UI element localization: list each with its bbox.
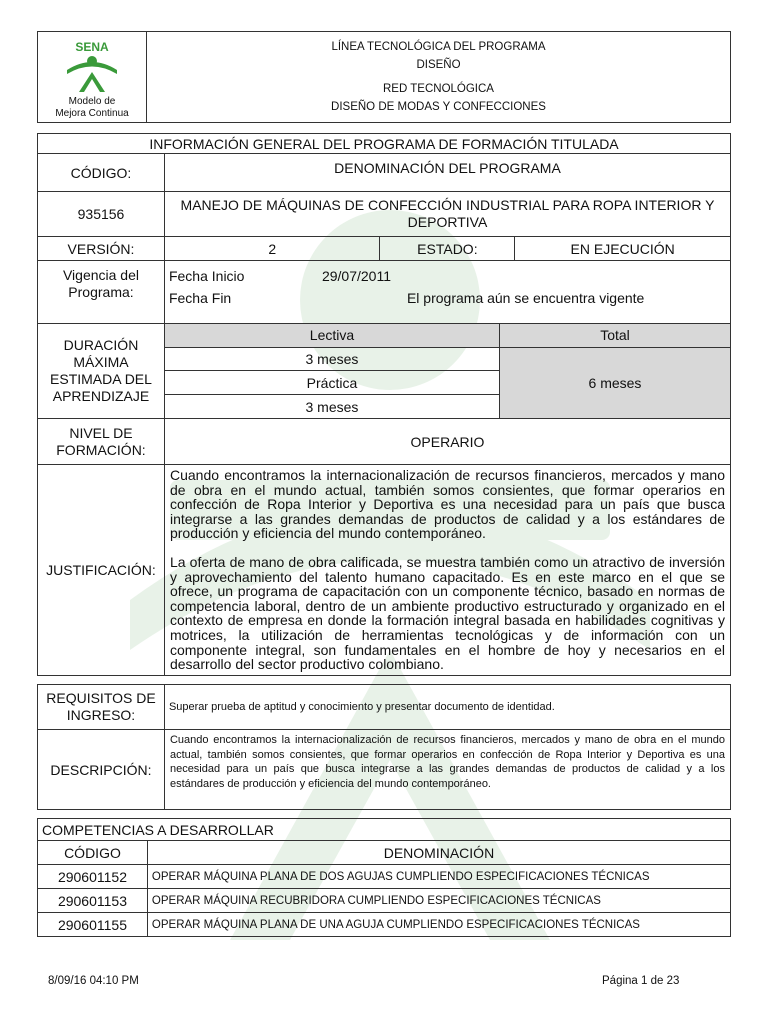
fecha-fin-label: Fecha Fin xyxy=(168,290,232,306)
red-value: DISEÑO DE MODAS Y CONFECCIONES xyxy=(331,101,546,113)
competencias-denominacion-header: DENOMINACIÓN xyxy=(147,841,730,865)
requisitos-value: Superar prueba de aptitud y conocimiento y presentar documento de identidad. xyxy=(164,685,730,730)
document-header xyxy=(37,31,731,123)
lectiva-value: 3 meses xyxy=(165,347,500,371)
table-row xyxy=(38,889,731,913)
nivel-value: OPERARIO xyxy=(164,419,730,465)
table-row xyxy=(38,865,731,889)
competencias-codigo-header: CÓDIGO xyxy=(38,841,148,865)
descripcion-label: DESCRIPCIÓN: xyxy=(38,730,165,810)
competencia-denominacion: OPERAR MÁQUINA PLANA DE DOS AGUJAS CUMPLIENDO ESPECIFICACIONES TÉCNICAS xyxy=(147,865,730,889)
codigo-value: 935156 xyxy=(38,192,165,237)
duracion-cell xyxy=(164,324,730,419)
table-row xyxy=(38,913,731,937)
red-tecnologica: RED TECNOLÓGICA xyxy=(383,83,494,95)
logo-caption-2: Mejora Continua xyxy=(55,108,129,119)
estado-value: EN EJECUCIÓN xyxy=(515,237,731,261)
duracion-table xyxy=(165,324,730,418)
general-info-table xyxy=(37,133,731,676)
denominacion-value: MANEJO DE MÁQUINAS DE CONFECCIÓN INDUSTRIAL PARA ROPA INTERIOR Y DEPORTIVA xyxy=(164,192,730,237)
justificacion-p1: Cuando encontramos la internacionalización de recursos financieros, mercados y mano de obra en el mundo actual, también somos consientes, que formar operarios en confección de Ropa Interior y Deportiva es una necesidad para un país que busca integrarse a las grandes demandas de productos de calidad y a los estándares de producción y eficiencia del mundo contemporáneo. xyxy=(169,467,725,542)
practica-label: Práctica xyxy=(165,371,500,395)
linea-tecnologica: LÍNEA TECNOLÓGICA DEL PROGRAMA xyxy=(331,41,546,53)
logo-cell xyxy=(38,32,147,123)
total-value: 6 meses xyxy=(499,347,730,418)
justificacion-label: JUSTIFICACIÓN: xyxy=(38,465,165,676)
competencias-table xyxy=(37,818,731,937)
requisitos-table xyxy=(37,684,731,810)
sena-logo-icon xyxy=(59,34,125,92)
fecha-fin-value: El programa aún se encuentra vigente xyxy=(406,290,645,306)
estado-label: ESTADO: xyxy=(380,237,515,261)
competencia-denominacion: OPERAR MÁQUINA RECUBRIDORA CUMPLIENDO ESPECIFICACIONES TÉCNICAS xyxy=(147,889,730,913)
nivel-label: NIVEL DE FORMACIÓN: xyxy=(38,419,165,465)
fecha-inicio-value: 29/07/2011 xyxy=(321,268,391,284)
version-value: 2 xyxy=(164,237,380,261)
footer-datetime: 8/09/16 04:10 PM xyxy=(48,975,139,987)
total-label: Total xyxy=(499,324,730,347)
competencias-title: COMPETENCIAS A DESARROLLAR xyxy=(38,819,731,841)
descripcion-value: Cuando encontramos la internacionalización de recursos financieros, mercados y mano de obra en el mundo actual, también somos consientes, que formar operarios en confección de Ropa Interior y Deportiva es una necesidad para un país que busca integrarse a las grandes demandas de productos de calidad y a los estándares de producción y eficiencia del mundo contemporáneo. xyxy=(164,730,730,810)
competencia-codigo: 290601152 xyxy=(38,865,148,889)
denominacion-label: DENOMINACIÓN DEL PROGRAMA xyxy=(164,154,730,192)
lectiva-label: Lectiva xyxy=(165,324,500,347)
competencia-codigo: 290601155 xyxy=(38,913,148,937)
header-text-cell xyxy=(147,32,731,123)
version-label: VERSIÓN: xyxy=(38,237,165,261)
vigencia-cell xyxy=(164,261,730,324)
linea-value: DISEÑO xyxy=(416,59,461,71)
general-info-title: INFORMACIÓN GENERAL DEL PROGRAMA DE FORMACIÓN TITULADA xyxy=(38,134,731,154)
competencia-codigo: 290601153 xyxy=(38,889,148,913)
logo-text: SENA xyxy=(75,40,109,54)
footer-page-number: Página 1 de 23 xyxy=(602,975,680,987)
duracion-label: DURACIÓN MÁXIMA ESTIMADA DEL APRENDIZAJE xyxy=(38,324,165,419)
justificacion-text xyxy=(164,465,730,676)
justificacion-p2: La oferta de mano de obra calificada, se muestra también como un atractivo de inversión y aprovechamiento del talento humano capacitado. Es en este marco en el que se ofrece, un programa de capacitación con un componente técnico, basado en normas de competencia laboral, dentro de un ambiente productivo estructurado y organizado en el contexto de empresa en donde la formación integral basada en habilidades cognitivas y motrices, la utilización de herramientas tecnológicas y de información con un componente integral, son fundamentales en el hombre de hoy y necesarios en el desarrollo del sector productivo colombiano. xyxy=(169,553,725,673)
codigo-label: CÓDIGO: xyxy=(38,154,165,192)
requisitos-label: REQUISITOS DE INGRESO: xyxy=(38,685,165,730)
vigencia-label: Vigencia del Programa: xyxy=(38,261,165,324)
practica-value: 3 meses xyxy=(165,395,500,418)
competencia-denominacion: OPERAR MÁQUINA PLANA DE UNA AGUJA CUMPLIENDO ESPECIFICACIONES TÉCNICAS xyxy=(147,913,730,937)
fecha-inicio-label: Fecha Inicio xyxy=(168,268,245,284)
logo-caption-1: Modelo de xyxy=(68,96,116,107)
